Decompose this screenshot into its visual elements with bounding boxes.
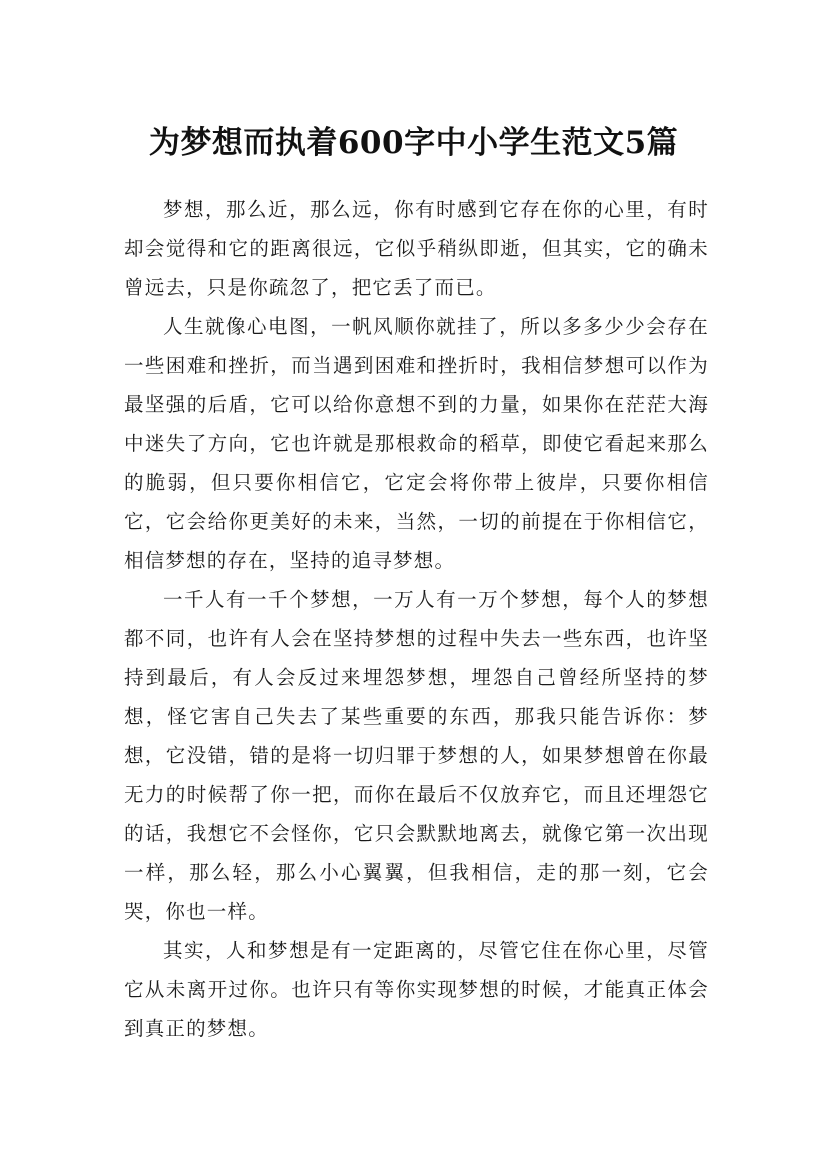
document-title: 为梦想而执着600字中小学生范文5篇	[148, 124, 679, 161]
paragraph: 其实，人和梦想是有一定距离的，尽管它住在你心里，尽管它从未离开过你。也许只有等你实现梦想的时候，才能真正体会到真正的梦想。	[124, 939, 709, 1040]
paragraph: 人生就像心电图，一帆风顺你就挂了，所以多多少少会存在一些困难和挫折，而当遇到困难和挫折时，我相信梦想可以作为最坚强的后盾，它可以给你意想不到的力量，如果你在茫茫大海中迷失了方向，它也许就是那根救命的稻草，即使它看起来那么的脆弱，但只要你相信它，它定会将你带上彼岸，只要你相信它，它会给你更美好的未来，当然，一切的前提在于你相信它，相信梦想的存在，坚持的追寻梦想。	[124, 315, 709, 572]
document-body	[124, 190, 709, 1048]
paragraph: 一千人有一千个梦想，一万人有一万个梦想，每个人的梦想都不同，也许有人会在坚持梦想的过程中失去一些东西，也许坚持到最后，有人会反过来埋怨梦想，埋怨自己曾经所坚持的梦想，怪它害自己失去了某些重要的东西，那我只能告诉你：梦想，它没错，错的是将一切归罪于梦想的人，如果梦想曾在你最无力的时候帮了你一把，而你在最后不仅放弃它，而且还埋怨它的话，我想它不会怪你，它只会默默地离去，就像它第一次出现一样，那么轻，那么小心翼翼，但我相信，走的那一刻，它会哭，你也一样。	[124, 588, 709, 923]
paragraph: 梦想，那么近，那么远，你有时感到它存在你的心里，有时却会觉得和它的距离很远，它似乎稍纵即逝，但其实，它的确未曾远去，只是你疏忽了，把它丢了而已。	[124, 198, 709, 299]
